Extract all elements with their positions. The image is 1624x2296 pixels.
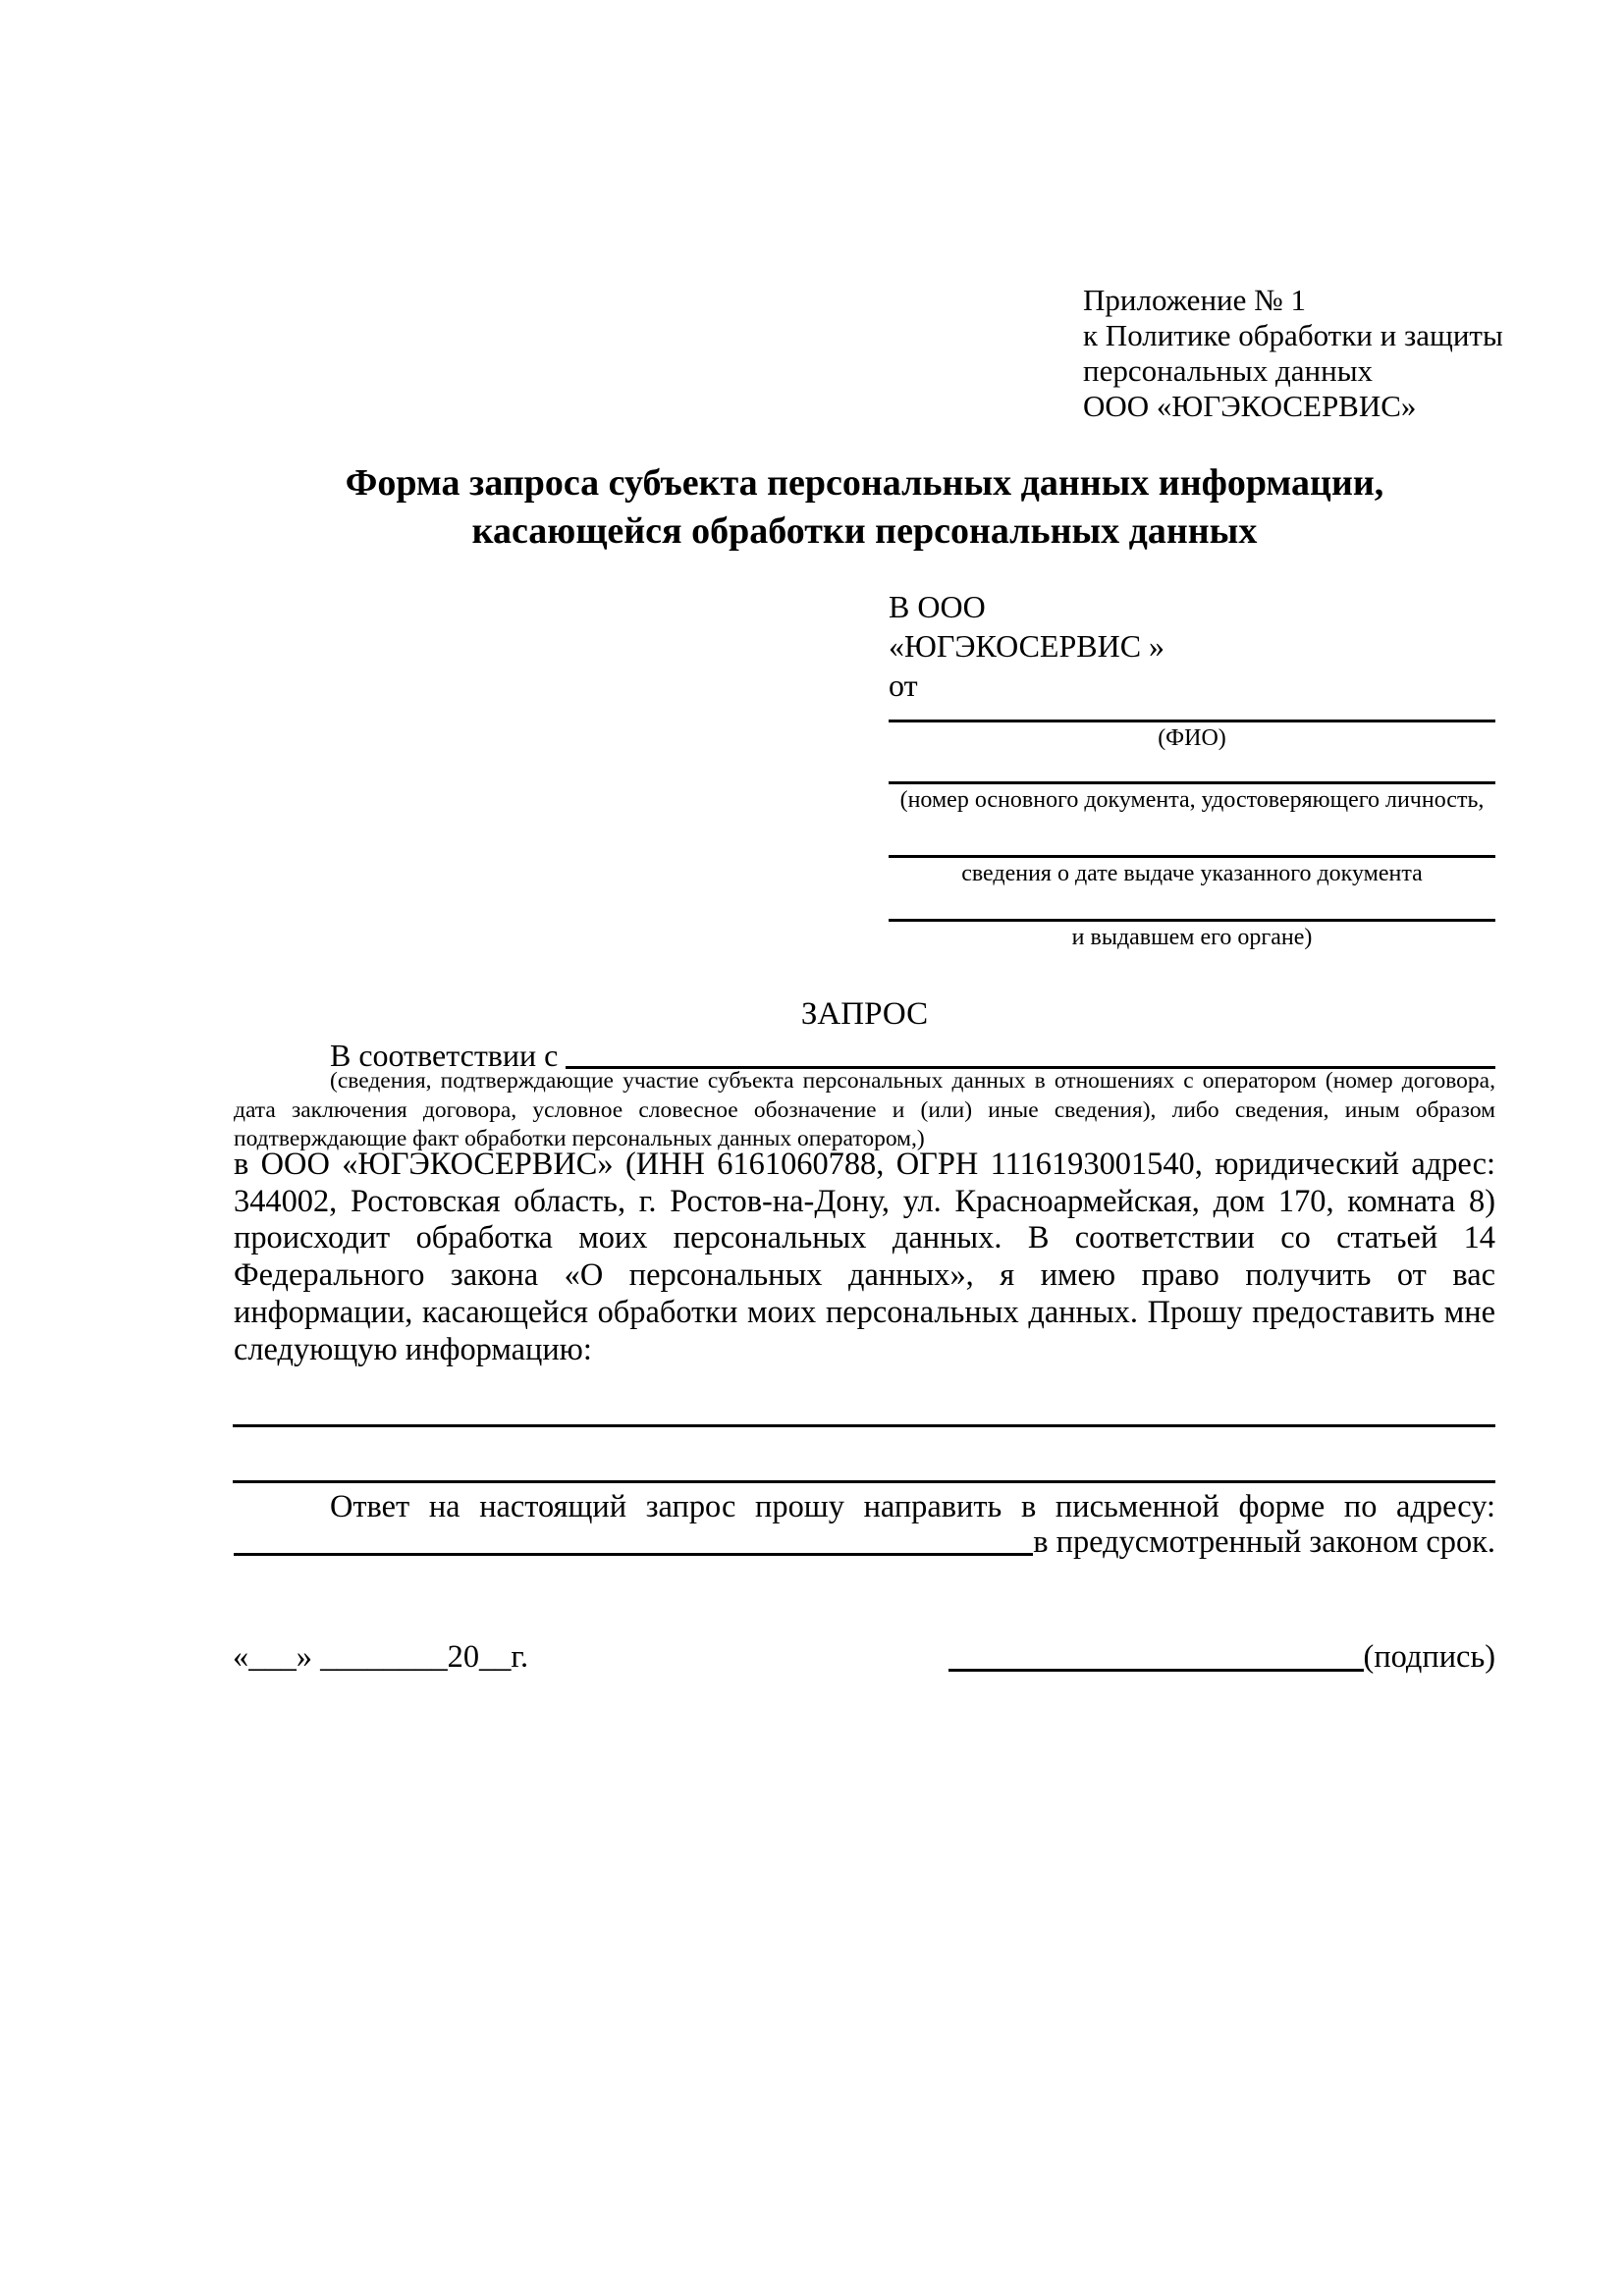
intro-prefix: В соответствии с bbox=[330, 1038, 567, 1073]
document-title bbox=[234, 459, 1495, 556]
request-body-text: в ООО «ЮГЭКОСЕРВИС» (ИНН 6161060788, ОГРН 1116193001540, юридический адрес: 344002, Ростовская область, г. Ростов-на-Дону, ул. Красноармейская, дом 170, комната 8) происходит обработка моих персональных данных. В соответствии со статьей 14 Федерального закона «О персональных данных», я имею право получить от вас информации, касающейся обработки моих персональных данных. Прошу предоставить мне следующую информацию: bbox=[234, 1147, 1495, 1367]
document-number-caption: (номер основного документа, удостоверяющего личность, bbox=[899, 787, 1485, 813]
reply-address-row bbox=[234, 1523, 1495, 1561]
reply-suffix: в предусмотренный законом срок. bbox=[1033, 1524, 1495, 1560]
reply-sentence: Ответ на настоящий запрос прошу направить в письменной форме по адресу: bbox=[330, 1489, 1495, 1524]
appendix-header bbox=[1083, 283, 1535, 424]
document-title-line: Форма запроса субъекта персональных данных информации, bbox=[345, 462, 1384, 504]
issue-date-input-line[interactable] bbox=[889, 855, 1495, 858]
addressee-from-label: от bbox=[889, 667, 918, 703]
document-title-line: касающейся обработки персональных данных bbox=[471, 510, 1258, 552]
appendix-header-line: персональных данных bbox=[1083, 353, 1374, 388]
info-input-line[interactable] bbox=[233, 1424, 1495, 1427]
issuing-authority-input-line[interactable] bbox=[889, 919, 1495, 922]
addressee-to-line: «ЮГЭКОСЕРВИС » bbox=[889, 628, 1165, 664]
appendix-header-line: Приложение № 1 bbox=[1083, 283, 1306, 317]
signature-caption: (подпись) bbox=[1363, 1639, 1495, 1675]
date-blank-text[interactable]: «___» ________20__г. bbox=[233, 1639, 529, 1675]
addressee-to-line: В ООО bbox=[889, 589, 986, 624]
issuing-authority-caption: и выдавшем его органе) bbox=[1071, 925, 1313, 950]
address-input-line[interactable] bbox=[234, 1553, 1033, 1556]
fio-caption: (ФИО) bbox=[1158, 725, 1226, 751]
appendix-header-line: к Политике обработки и защиты bbox=[1083, 318, 1503, 352]
addressee-block bbox=[889, 587, 1495, 705]
info-input-line[interactable] bbox=[233, 1480, 1495, 1483]
issue-date-caption: сведения о дате выдаче указанного документа bbox=[961, 861, 1423, 886]
date-signature-row bbox=[233, 1637, 1495, 1677]
signature-input-line[interactable] bbox=[948, 1669, 1364, 1672]
request-heading: ЗАПРОС bbox=[800, 996, 929, 1032]
appendix-header-line: ООО «ЮГЭКОСЕРВИС» bbox=[1083, 389, 1417, 423]
fio-input-line[interactable] bbox=[889, 720, 1495, 722]
footnote-text: (сведения, подтверждающие участие субъекта персональных данных в отношениях с оператором (номер договора, дата заключения договора, условное словесное обозначение и (или) иные сведения), либо сведения, иным образом подтверждающие факт обработки персональных данных оператором,) bbox=[234, 1068, 1495, 1151]
document-number-input-line[interactable] bbox=[889, 781, 1495, 784]
